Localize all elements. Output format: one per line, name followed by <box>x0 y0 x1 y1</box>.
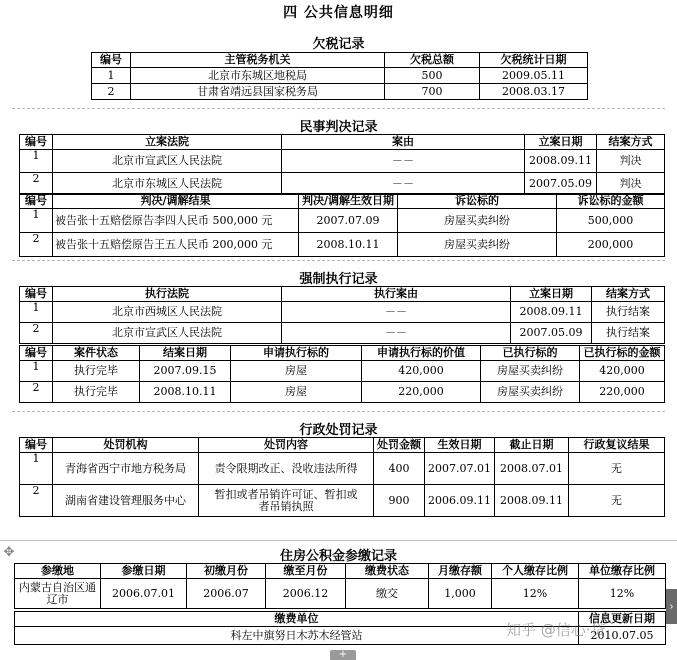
enforce-case-table <box>19 286 665 344</box>
table-cell: 420,000 <box>362 361 481 382</box>
table-cell: 1 <box>20 150 53 173</box>
table-cell: 1 <box>20 302 53 323</box>
table-row <box>20 453 665 485</box>
col-header: 结案方式 <box>592 287 665 302</box>
table-cell: 科左中旗努日木苏木经管站 <box>15 627 579 645</box>
table-cell: 执行结案 <box>592 302 665 323</box>
col-header: 结案方式 <box>597 135 665 150</box>
col-header: 缴至月份 <box>266 564 346 579</box>
tax-table <box>91 52 588 100</box>
table-cell: 2006.07.01 <box>101 579 187 609</box>
table-cell: 责令限期改正、没收违法所得 <box>199 453 374 485</box>
col-header: 初缴月份 <box>187 564 266 579</box>
col-header: 缴费状态 <box>346 564 429 579</box>
table-cell: 2 <box>20 382 53 403</box>
col-header: 案由 <box>282 135 525 150</box>
table-cell: 房屋买卖纠纷 <box>481 382 580 403</box>
table-row <box>20 150 665 173</box>
table-cell: 2006.07 <box>187 579 266 609</box>
enforce-section-title: 强制执行记录 <box>299 272 378 287</box>
table-cell: 220,000 <box>580 382 665 403</box>
tax-section-title: 欠税记录 <box>312 37 365 52</box>
table-cell: 执行完毕 <box>53 382 140 403</box>
table-cell: 2007.05.09 <box>525 173 597 195</box>
table-cell: 执行结案 <box>592 323 665 344</box>
table-row <box>92 68 588 84</box>
table-header-row <box>20 135 665 150</box>
table-cell: 北京市东城区地税局 <box>131 68 385 84</box>
table-cell: 2008.10.11 <box>140 382 231 403</box>
table-cell: －－ <box>282 302 511 323</box>
col-header: 编号 <box>20 438 53 453</box>
table-cell: 2 <box>20 173 53 195</box>
table-cell: 暂扣或者吊销许可证、暂扣或者吊销执照 <box>199 485 374 517</box>
col-header: 立案法院 <box>53 135 282 150</box>
table-row <box>92 84 588 100</box>
fund-table <box>14 563 666 609</box>
table-header-row <box>20 287 665 302</box>
table-cell: 被告张十五赔偿原告李四人民币 500,000 元 <box>53 209 299 233</box>
section-divider <box>0 540 677 541</box>
table-cell: －－ <box>282 150 525 173</box>
col-header: 编号 <box>92 53 131 68</box>
civil-section-title: 民事判决记录 <box>299 120 378 135</box>
col-header: 生效日期 <box>425 438 495 453</box>
table-cell: 北京市宣武区人民法院 <box>53 150 282 173</box>
table-cell: 200,000 <box>557 233 665 257</box>
table-cell: 2008.09.11 <box>495 485 569 517</box>
table-cell: －－ <box>282 173 525 195</box>
col-header: 结案日期 <box>140 346 231 361</box>
table-row <box>20 361 665 382</box>
col-header: 信息更新日期 <box>579 612 666 627</box>
table-cell: 2009.05.11 <box>480 68 588 84</box>
table-cell: 房屋 <box>231 382 362 403</box>
table-row <box>20 323 665 344</box>
table-cell: 无 <box>569 485 665 517</box>
col-header: 参缴地 <box>15 564 101 579</box>
section-divider <box>12 108 665 109</box>
table-row <box>20 233 665 257</box>
col-header: 诉讼标的 <box>398 194 557 209</box>
col-header: 已执行标的 <box>481 346 580 361</box>
col-header: 诉讼标的金额 <box>557 194 665 209</box>
table-cell: 1 <box>20 361 53 382</box>
table-cell: 2006.09.11 <box>425 485 495 517</box>
table-cell: 1 <box>20 209 53 233</box>
col-header: 月缴存额 <box>429 564 492 579</box>
table-cell: 2 <box>20 233 53 257</box>
col-header: 立案日期 <box>511 287 592 302</box>
col-header: 编号 <box>20 194 53 209</box>
col-header: 执行法院 <box>53 287 282 302</box>
col-header: 截止日期 <box>495 438 569 453</box>
table-cell: 500 <box>385 68 480 84</box>
table-cell: 北京市宣武区人民法院 <box>53 323 282 344</box>
col-header: 申请执行标的价值 <box>362 346 481 361</box>
table-cell: 12% <box>492 579 579 609</box>
table-header-row <box>20 194 665 209</box>
table-cell: 房屋买卖纠纷 <box>481 361 580 382</box>
col-header: 执行案由 <box>282 287 511 302</box>
table-cell: 青海省西宁市地方税务局 <box>53 453 199 485</box>
col-header: 主管税务机关 <box>131 53 385 68</box>
table-cell: 房屋买卖纠纷 <box>398 233 557 257</box>
col-header: 立案日期 <box>525 135 597 150</box>
page-title: 四 公共信息明细 <box>283 5 394 21</box>
col-header: 缴费单位 <box>15 612 579 627</box>
table-cell: 2010.07.05 <box>579 627 666 645</box>
table-cell: 房屋买卖纠纷 <box>398 209 557 233</box>
col-header: 已执行标的金额 <box>580 346 665 361</box>
col-header: 处罚内容 <box>199 438 374 453</box>
col-header: 欠税总额 <box>385 53 480 68</box>
table-header-row <box>15 564 666 579</box>
table-row <box>20 302 665 323</box>
col-header: 处罚机构 <box>53 438 199 453</box>
col-header: 编号 <box>20 287 53 302</box>
table-cell: 内蒙古自治区通辽市 <box>15 579 101 609</box>
table-cell: 1,000 <box>429 579 492 609</box>
table-row <box>15 579 666 609</box>
col-header: 行政复议结果 <box>569 438 665 453</box>
table-cell: 湖南省建设管理服务中心 <box>53 485 199 517</box>
col-header: 欠税统计日期 <box>480 53 588 68</box>
table-header-row <box>20 346 665 361</box>
table-cell: 北京市西城区人民法院 <box>53 302 282 323</box>
table-cell: 被告张十五赔偿原告王五人民币 200,000 元 <box>53 233 299 257</box>
table-cell: 12% <box>579 579 666 609</box>
table-cell: 判决 <box>597 173 665 195</box>
table-cell: 700 <box>385 84 480 100</box>
col-header: 个人缴存比例 <box>492 564 579 579</box>
four-arrow-move-icon[interactable]: ✥ <box>3 545 15 560</box>
table-cell: －－ <box>282 323 511 344</box>
table-header-row <box>92 53 588 68</box>
table-cell: 甘肃省靖远县国家税务局 <box>131 84 385 100</box>
col-header: 参缴日期 <box>101 564 187 579</box>
table-cell: 无 <box>569 453 665 485</box>
table-cell: 2008.10.11 <box>299 233 398 257</box>
table-cell: 1 <box>20 453 53 485</box>
table-cell: 2 <box>20 323 53 344</box>
section-divider <box>12 260 665 261</box>
plus-icon[interactable]: + <box>330 650 356 660</box>
col-header: 判决/调解生效日期 <box>299 194 398 209</box>
col-header: 申请执行标的 <box>231 346 362 361</box>
table-row <box>20 382 665 403</box>
col-header: 处罚金额 <box>374 438 425 453</box>
table-cell: 房屋 <box>231 361 362 382</box>
col-header: 编号 <box>20 135 53 150</box>
section-divider <box>12 411 665 412</box>
col-header: 单位缴存比例 <box>579 564 666 579</box>
table-row <box>20 209 665 233</box>
table-header-row <box>20 438 665 453</box>
table-cell: 2008.09.11 <box>511 302 592 323</box>
table-row <box>20 173 665 195</box>
table-cell: 2008.07.01 <box>495 453 569 485</box>
table-cell: 北京市东城区人民法院 <box>53 173 282 195</box>
fund-section-title: 住房公积金参缴记录 <box>279 549 397 564</box>
table-cell: 2008.03.17 <box>480 84 588 100</box>
chevron-right-icon[interactable]: › <box>666 589 677 624</box>
table-cell: 1 <box>92 68 131 84</box>
table-cell: 2007.07.09 <box>299 209 398 233</box>
watermark-text: 知乎 @信心·贷 <box>506 621 606 639</box>
table-cell: 2007.05.09 <box>511 323 592 344</box>
civil-case-table <box>19 134 665 195</box>
col-header: 编号 <box>20 346 53 361</box>
table-cell: 420,000 <box>580 361 665 382</box>
col-header: 判决/调解结果 <box>53 194 299 209</box>
table-cell: 2 <box>20 485 53 517</box>
table-cell: 2 <box>92 84 131 100</box>
table-cell: 2007.07.01 <box>425 453 495 485</box>
enforce-result-table <box>19 345 665 403</box>
table-row <box>20 485 665 517</box>
civil-judgment-table <box>19 193 665 257</box>
table-cell: 2008.09.11 <box>525 150 597 173</box>
admin-penalty-table <box>19 437 665 517</box>
table-cell: 判决 <box>597 150 665 173</box>
col-header: 案件状态 <box>53 346 140 361</box>
table-cell: 2006.12 <box>266 579 346 609</box>
table-cell: 缴交 <box>346 579 429 609</box>
table-cell: 500,000 <box>557 209 665 233</box>
table-cell: 900 <box>374 485 425 517</box>
admin-section-title: 行政处罚记录 <box>299 423 378 438</box>
table-cell: 220,000 <box>362 382 481 403</box>
table-cell: 400 <box>374 453 425 485</box>
table-cell: 2007.09.15 <box>140 361 231 382</box>
table-cell: 执行完毕 <box>53 361 140 382</box>
